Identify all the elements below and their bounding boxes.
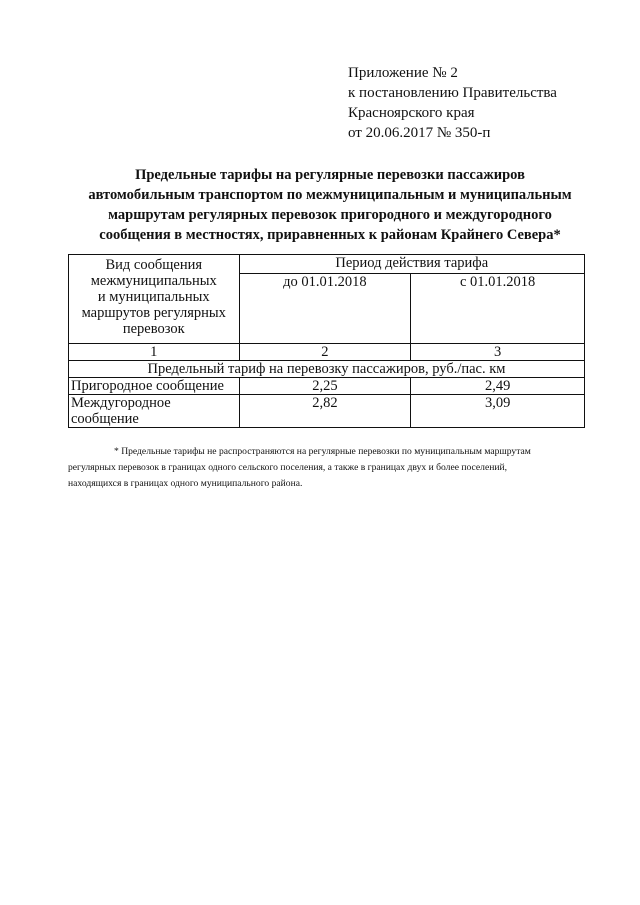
footnote-line: регулярных перевозок в границах одного сельского поселения, а также в границах двух и более поселений, bbox=[68, 462, 508, 473]
tariff-table bbox=[68, 254, 585, 428]
kind-header-line: и муниципальных bbox=[97, 289, 210, 305]
appendix-line: от 20.06.2017 № 350-п bbox=[348, 125, 491, 141]
appendix-line: к постановлению Правительства bbox=[348, 85, 557, 101]
table-row bbox=[69, 395, 585, 428]
footnote-line: * Предельные тарифы не распространяются на регулярные перевозки по муниципальным маршрутам bbox=[114, 446, 531, 457]
period-header-cell: Период действия тарифа bbox=[239, 255, 585, 274]
kind-header-line: Вид сообщения bbox=[105, 257, 203, 273]
table-row bbox=[69, 378, 585, 395]
title-line: сообщения в местностях, приравненных к районам Крайнего Севера* bbox=[99, 227, 561, 243]
tariff-after-cell: 3,09 bbox=[411, 395, 585, 428]
kind-header-cell bbox=[69, 255, 240, 344]
kind-header-line: маршрутов регулярных bbox=[81, 305, 226, 321]
section-header-row bbox=[69, 361, 585, 378]
tariff-before-cell: 2,82 bbox=[239, 395, 411, 428]
table-header-row bbox=[69, 255, 585, 274]
column-number-cell: 3 bbox=[411, 344, 585, 361]
appendix-header bbox=[348, 63, 608, 143]
section-header-cell: Предельный тариф на перевозку пассажиров, руб./пас. км bbox=[69, 361, 585, 378]
column-number-cell: 2 bbox=[239, 344, 411, 361]
row-label-cell bbox=[69, 395, 240, 428]
date-after-cell: с 01.01.2018 bbox=[411, 273, 585, 343]
document-title bbox=[60, 165, 600, 245]
kind-header-line: перевозок bbox=[122, 321, 185, 337]
tariff-before-cell: 2,25 bbox=[239, 378, 411, 395]
footnote-line: находящихся в границах одного муниципального района. bbox=[68, 478, 303, 489]
title-line: Предельные тарифы на регулярные перевозки пассажиров bbox=[135, 167, 525, 183]
appendix-line: Красноярского края bbox=[348, 105, 475, 121]
title-line: маршрутам регулярных перевозок пригородного и междугородного bbox=[108, 207, 552, 223]
row-label-line: Междугородное bbox=[71, 395, 171, 411]
row-label-line: сообщение bbox=[71, 411, 139, 427]
kind-header-line: межмуниципальных bbox=[90, 273, 217, 289]
column-number-cell: 1 bbox=[69, 344, 240, 361]
row-label-cell: Пригородное сообщение bbox=[69, 378, 240, 395]
date-before-cell: до 01.01.2018 bbox=[239, 273, 411, 343]
title-line: автомобильным транспортом по межмуниципальным и муниципальным bbox=[88, 187, 572, 203]
column-numbers-row bbox=[69, 344, 585, 361]
tariff-after-cell: 2,49 bbox=[411, 378, 585, 395]
appendix-line: Приложение № 2 bbox=[348, 65, 458, 81]
footnote bbox=[68, 444, 595, 492]
